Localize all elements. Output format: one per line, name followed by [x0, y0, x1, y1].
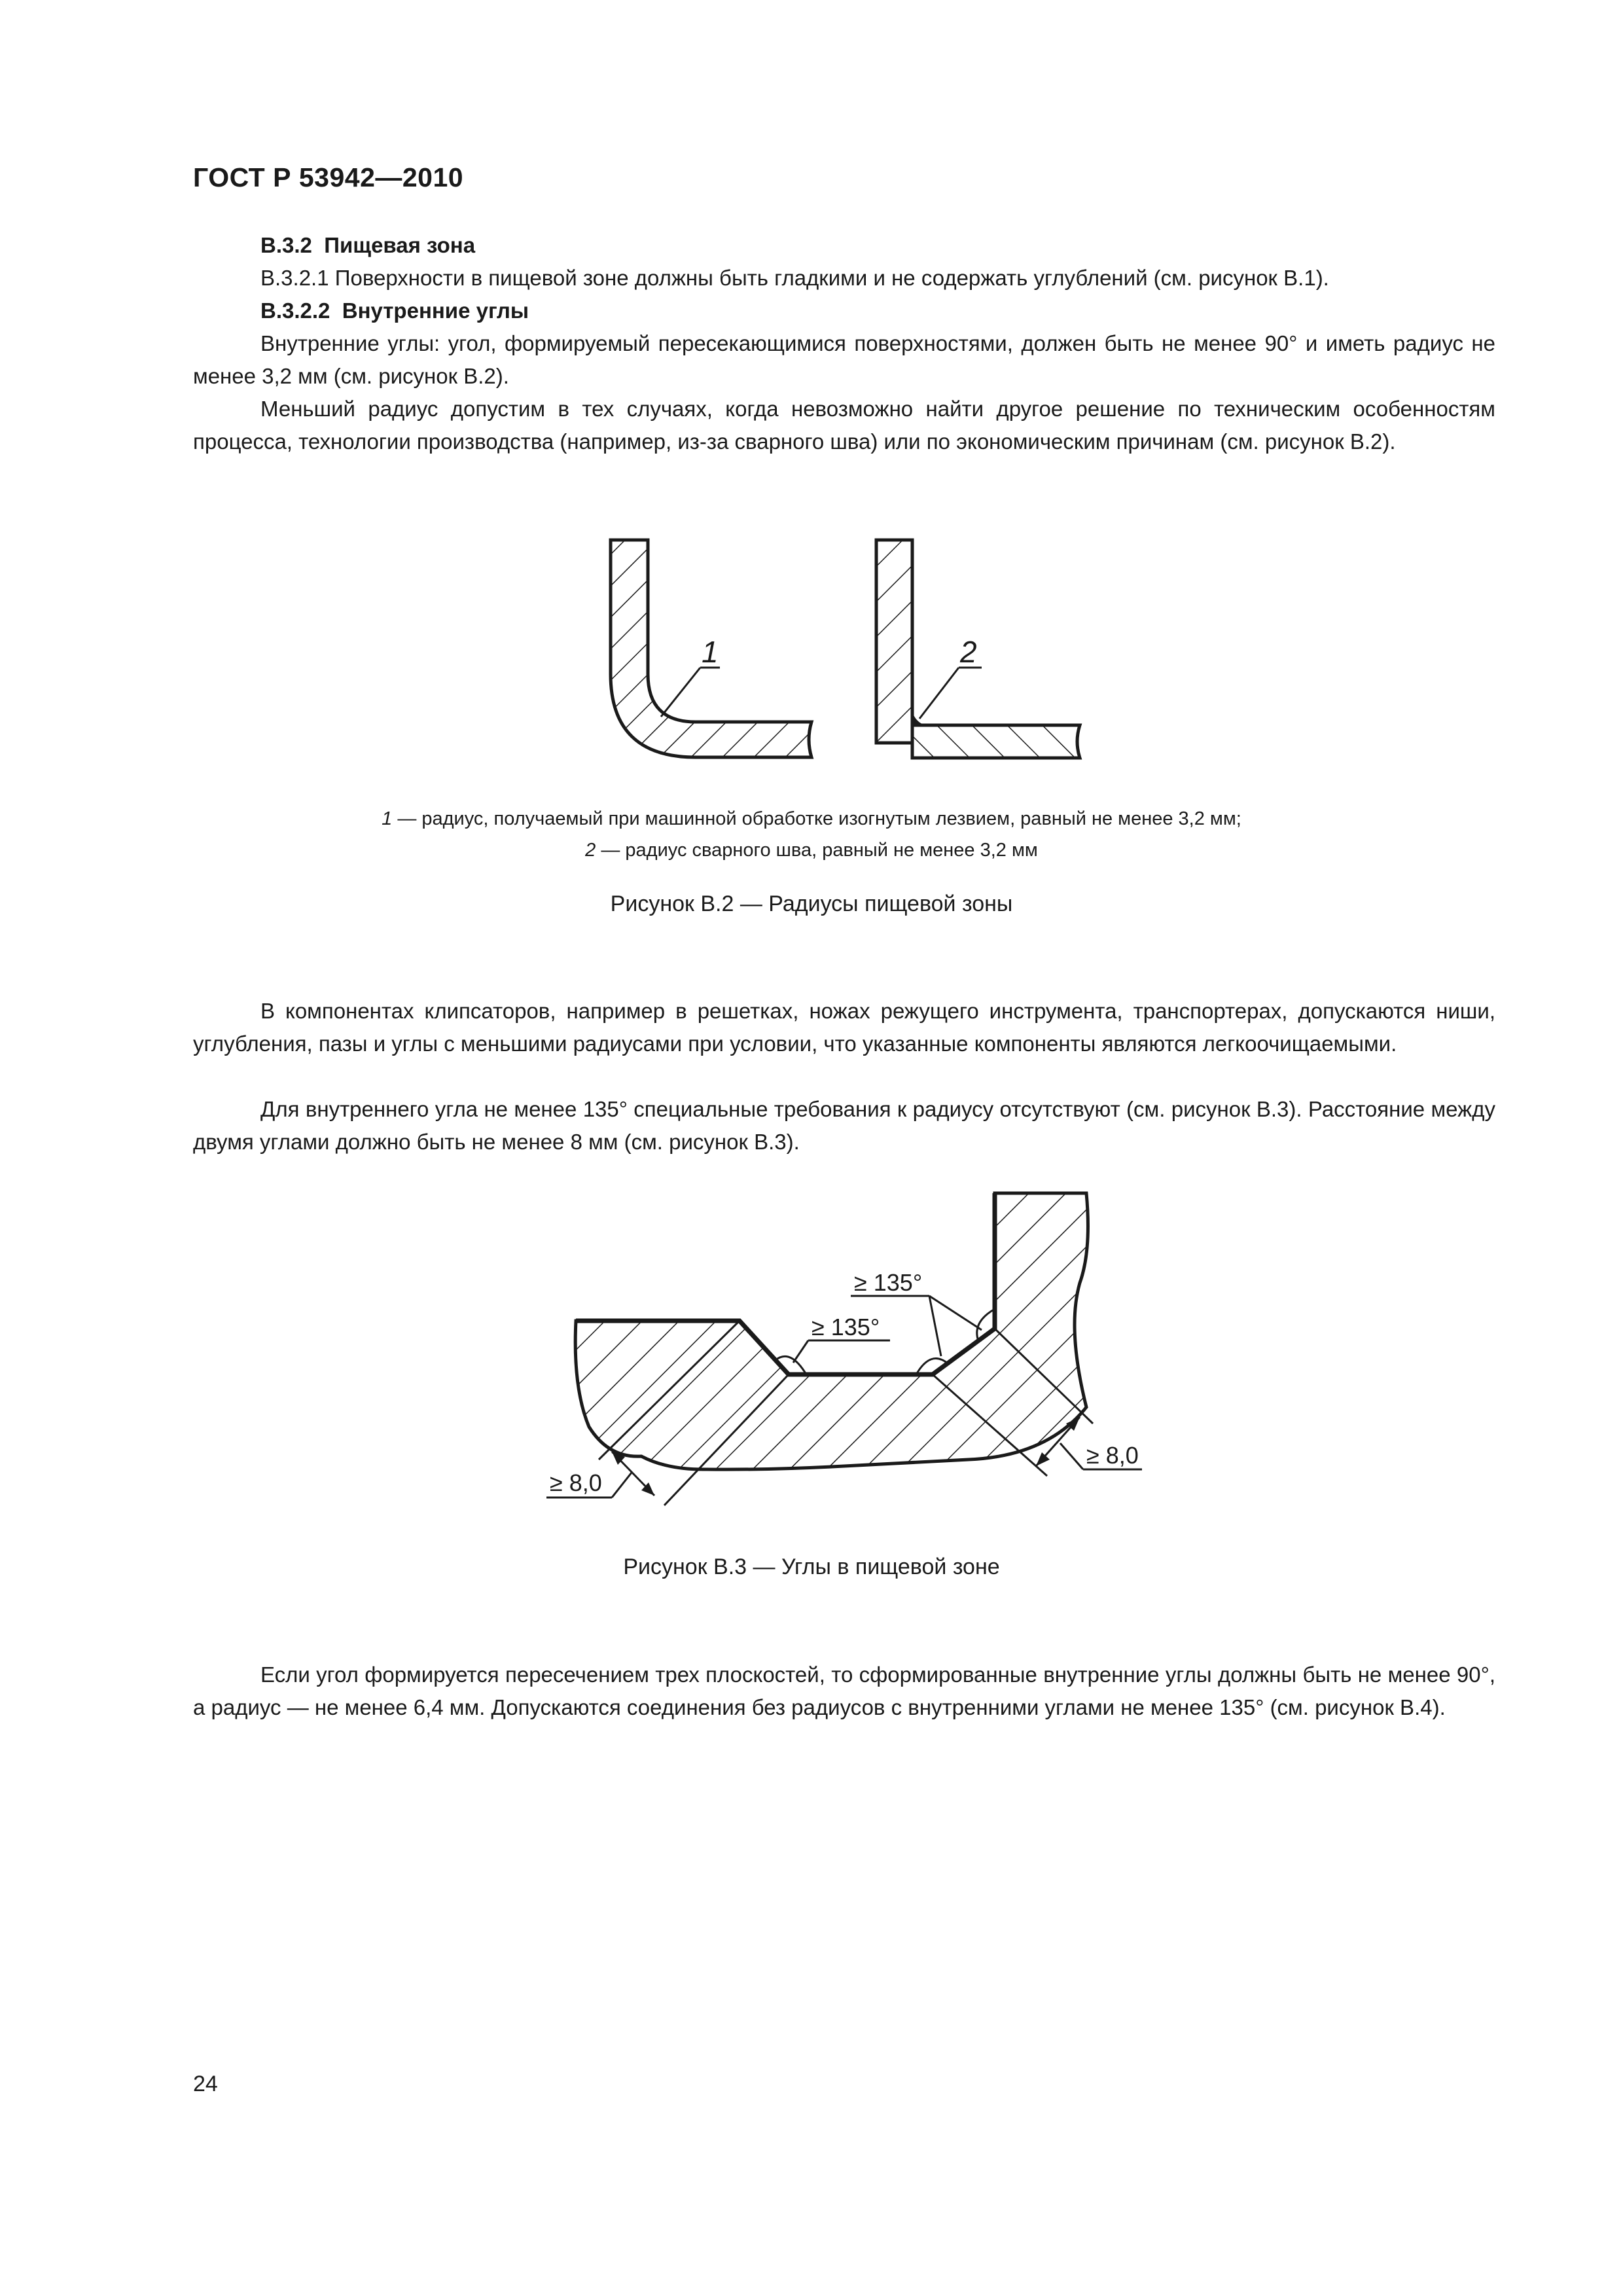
callout-1-label: 1	[702, 635, 719, 669]
paragraph-internal-angles: Внутренние углы: угол, формируемый пересекающимися поверхностями, должен быть не менее 90° и иметь радиус не менее 3,2 мм (см. рисунок В.2).	[193, 331, 1495, 388]
legend-1-text: — радиус, получаемый при машинной обработке изогнутым лезвием, равный не менее 3,2 мм;	[392, 808, 1241, 829]
paragraph-clipper-components: В компонентах клипсаторов, например в решетках, ножах режущего инструмента, транспортерах, допускаются ниши, углубления, пазы и углы с меньшими радиусами при условии, что указанные компоненты являются легкоочищаемыми.	[193, 999, 1495, 1056]
figure-b2-caption: Рисунок В.2 — Радиусы пищевой зоны	[610, 891, 1013, 916]
angle-label-top: ≥ 135°	[854, 1269, 923, 1296]
section-number: В.3.2	[260, 233, 312, 257]
paragraph-smaller-radius: Меньший радиус допустим в тех случаях, когда невозможно найти другое решение по техническим особенностям процесса, технологии производства (например, из-за сварного шва) или по экономическим причинам (см. рисунок В.2).	[193, 397, 1495, 454]
section-title: Пищевая зона	[324, 233, 476, 257]
legend-2-text: — радиус сварного шва, равный не менее 3,2 мм	[596, 840, 1038, 861]
subsection-title: Внутренние углы	[342, 298, 529, 323]
callout-2-label: 2	[960, 635, 977, 669]
paragraph-135-angle: Для внутреннего угла не менее 135° специальные требования к радиусу отсутствуют (см. рисунок В.3). Расстояние между двумя углами должно быть не менее 8 мм (см. рисунок В.3).	[193, 1097, 1495, 1154]
angle-mid-leader	[793, 1340, 808, 1363]
dim-left-leader	[612, 1473, 632, 1498]
dim-left-label: ≥ 8,0	[550, 1469, 602, 1496]
page-number: 24	[193, 2072, 218, 2096]
dim-right-leader	[1060, 1443, 1083, 1469]
angle-top-leader-2	[929, 1296, 982, 1330]
paragraph-three-planes: Если угол формируется пересечением трех плоскостей, то сформированные внутренние углы должны быть не менее 90°, а радиус — не менее 6,4 мм. Допускаются соединения без радиусов с внутренними углами не менее 135° (см. рисунок В.4).	[193, 1662, 1495, 1719]
figure-b3-caption: Рисунок В.3 — Углы в пищевой зоне	[623, 1554, 1000, 1579]
legend-2-number: 2	[585, 840, 596, 861]
dim-right-label: ≥ 8,0	[1086, 1442, 1139, 1469]
angle-top-leader-1	[929, 1296, 941, 1356]
legend-1-number: 1	[382, 808, 393, 829]
paragraph-b3-2-1: В.3.2.1 Поверхности в пищевой зоне должны быть гладкими и не содержать углублений (см. рисунок В.1).	[260, 266, 1329, 290]
angle-label-mid: ≥ 135°	[812, 1314, 880, 1340]
document-header: ГОСТ Р 53942—2010	[193, 162, 464, 192]
subsection-number: В.3.2.2	[260, 298, 330, 323]
